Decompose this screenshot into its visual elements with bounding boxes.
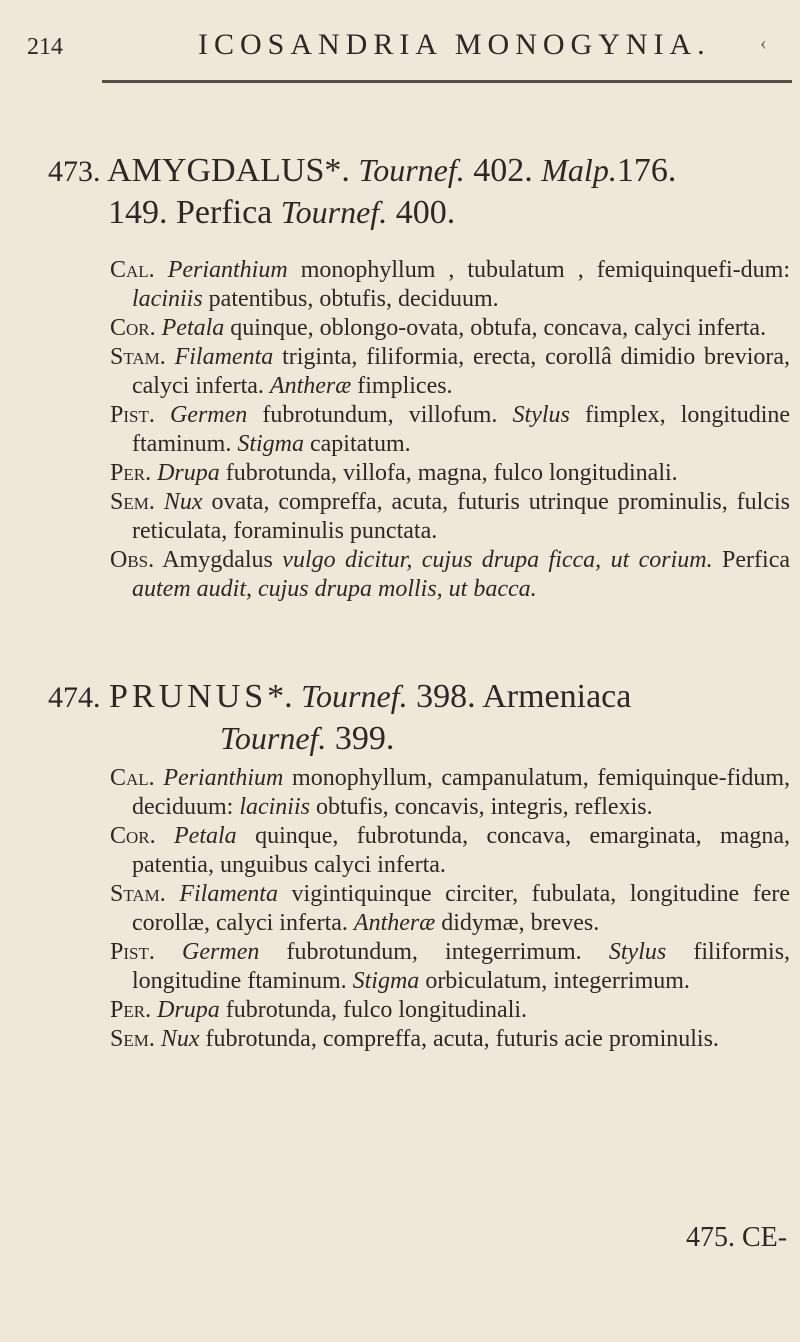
entry-text: quinque, oblongo-ovata, obtufa, concava, calyci inferta.: [230, 315, 767, 341]
entry-calyx: [110, 764, 790, 822]
star-mark: *.: [324, 152, 350, 189]
term: Filamenta: [179, 881, 278, 907]
entry-pistil: [110, 938, 790, 996]
entry-stamens: [110, 880, 790, 938]
entry-text: orbiculatum, integerrimum.: [425, 968, 690, 994]
entry-corolla: [110, 314, 790, 343]
term: Petala: [174, 823, 237, 849]
ref-number: 402.: [473, 152, 533, 189]
term: Germen: [169, 402, 248, 428]
entry-text: obtufis, concavis, integris, reflexis.: [315, 794, 653, 820]
term: Stylus: [608, 939, 667, 965]
page-header: [0, 28, 800, 68]
entry-text: vigintiquinque circiter, fubulata, longitudine fere corollæ, calyci inferta.: [132, 881, 790, 936]
entry-label: Pist.: [110, 402, 155, 428]
entry-observation: [110, 546, 790, 604]
author-ref: Tournef.: [280, 194, 388, 230]
entry-italic: vulgo dicitur, cujus drupa ficca, ut corium.: [282, 547, 713, 573]
corner-mark: ‹: [760, 32, 767, 54]
entry-seed: [110, 1025, 790, 1054]
entry-stamens: [110, 343, 790, 401]
genus-473: [0, 150, 800, 233]
entry-text: ovata, compreffa, acuta, futuris utrinque prominulis, fulcis reticulata, foraminulis punctata.: [132, 489, 790, 544]
entry-label: Per.: [110, 997, 152, 1023]
entry-text: fimplex, longitudine ftaminum.: [132, 402, 791, 457]
term: Nux: [160, 1026, 200, 1052]
ref-number: 400.: [395, 194, 456, 231]
term: Drupa: [157, 460, 220, 486]
entry-text: filiformis, longitudine ftaminum.: [132, 939, 791, 994]
term: Nux: [163, 489, 203, 515]
entry-text: quinque, fubrotunda, concava, emarginata, magna, patentia, unguibus calyci inferta.: [132, 823, 790, 878]
entry-label: Pist.: [110, 939, 155, 965]
term: Stigma: [352, 968, 420, 994]
synonym: Perfica: [176, 194, 273, 231]
term: Antheræ: [269, 373, 352, 399]
entry-label: Cor.: [110, 315, 156, 341]
ref-number: 399.: [334, 720, 395, 757]
entry-text: fubrotunda, villofa, magna, fulco longitudinali.: [225, 460, 678, 486]
genus-title: [48, 676, 800, 759]
term: Perianthium: [163, 765, 284, 791]
entry-text: fubrotundum, integerrimum.: [286, 939, 582, 965]
entry-text: fubrotundum, villofum.: [262, 402, 498, 428]
synonym: Armeniaca: [482, 678, 632, 715]
entry-text: monophyllum, campanulatum, femiquinque-fidum, deciduum:: [132, 765, 790, 820]
genus-474: [0, 676, 800, 759]
entry-calyx: [110, 256, 790, 314]
title-line-2: [220, 718, 800, 759]
entry-label: Cal.: [110, 765, 155, 791]
entry-label: Obs.: [110, 547, 155, 573]
entry-text: fubrotunda, compreffa, acuta, futuris acie prominulis.: [205, 1026, 719, 1052]
ref-number: 176.: [616, 152, 677, 189]
entry-text: capitatum.: [310, 431, 411, 457]
entry-italic: autem audit, cujus drupa mollis, ut bacca.: [132, 576, 537, 602]
entry-text: patentibus, obtufis, deciduum.: [208, 286, 499, 312]
entry-label: Sem.: [110, 489, 155, 515]
description-474: [110, 764, 790, 1054]
entry-label: Stam.: [110, 881, 166, 907]
entry-label: Sem.: [110, 1026, 155, 1052]
entry-pistil: [110, 401, 790, 459]
term: Petala: [161, 315, 225, 341]
genus-number: 474.: [48, 681, 101, 714]
term: Stylus: [512, 402, 570, 428]
star-mark: *.: [267, 678, 293, 715]
ref-number: 398.: [416, 678, 476, 715]
entry-text: fubrotunda, fulco longitudinali.: [225, 997, 528, 1023]
genus-name: PRUNUS: [109, 678, 268, 715]
term: Antheræ: [353, 910, 436, 936]
entry-text: didymæ, breves.: [441, 910, 600, 936]
ref-number: 149.: [108, 194, 168, 231]
entry-text: triginta, filiformia, erecta, corollâ dimidio breviora, calyci inferta.: [132, 344, 791, 399]
entry-label: Per.: [110, 460, 152, 486]
term: Stigma: [237, 431, 304, 457]
header-rule: [102, 80, 792, 83]
author-ref: Malp.: [541, 152, 617, 188]
author-ref: Tournef.: [301, 678, 408, 714]
catchword: 475. CE-: [686, 1222, 788, 1253]
term: laciniis: [132, 286, 203, 312]
description-473: [110, 256, 790, 604]
term: Perianthium: [167, 257, 288, 283]
term: Filamenta: [174, 344, 274, 370]
genus-number: 473.: [48, 155, 101, 188]
entry-seed: [110, 488, 790, 546]
page-number: 214: [27, 34, 63, 60]
entry-corolla: [110, 822, 790, 880]
entry-pericarp: [110, 459, 790, 488]
entry-text: fimplices.: [357, 373, 453, 399]
entry-text: Amygdalus: [162, 547, 273, 573]
entry-text: Perfica: [722, 547, 791, 573]
entry-pericarp: [110, 996, 790, 1025]
entry-text: monophyllum , tubulatum , femiquinquefi-dum:: [300, 257, 791, 283]
term: laciniis: [239, 794, 310, 820]
running-head: ICOSANDRIA MONOGYNIA.: [198, 28, 711, 61]
title-line-2: [108, 192, 800, 233]
genus-title: [48, 150, 800, 233]
genus-name: AMYGDALUS: [107, 152, 325, 189]
author-ref: Tournef.: [358, 152, 465, 188]
entry-label: Cal.: [110, 257, 155, 283]
term: Drupa: [157, 997, 220, 1023]
entry-label: Cor.: [110, 823, 156, 849]
term: Germen: [182, 939, 260, 965]
entry-label: Stam.: [110, 344, 166, 370]
author-ref: Tournef.: [220, 720, 327, 756]
